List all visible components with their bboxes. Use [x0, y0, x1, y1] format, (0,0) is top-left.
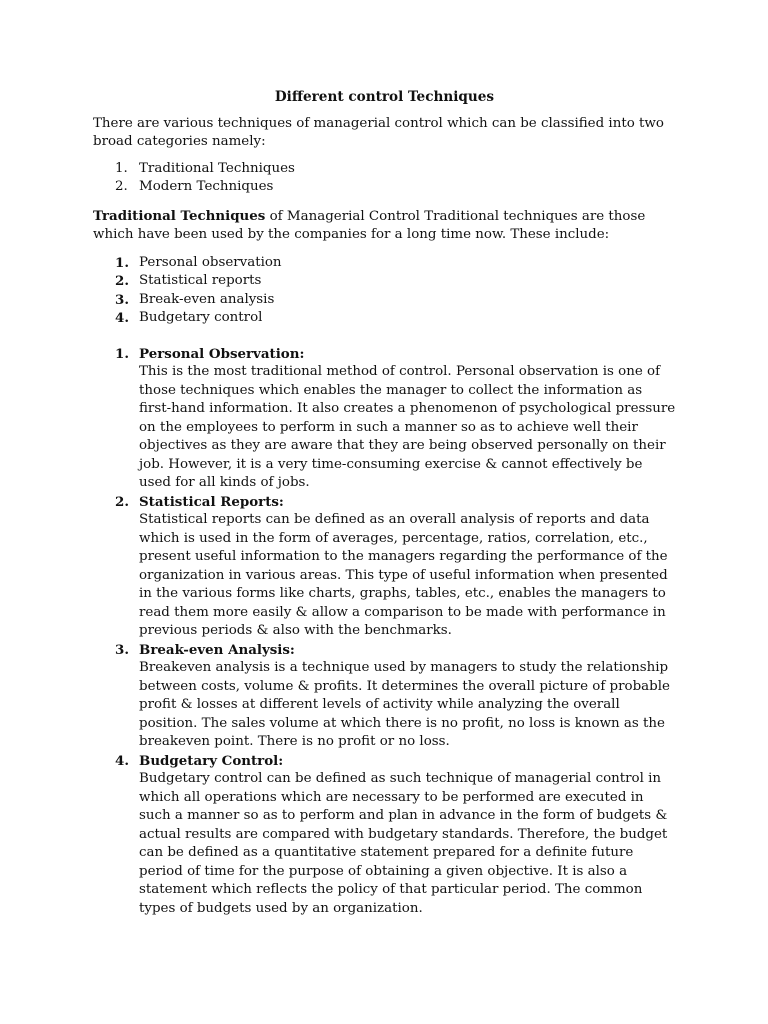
- detail-item-statistical-reports: [93, 493, 676, 641]
- detail-item-budgetary-control: [93, 752, 676, 919]
- list-number: 4.: [115, 752, 129, 769]
- list-number: 2.: [115, 179, 128, 194]
- list-item-text: Break-even analysis: [139, 291, 275, 307]
- list-item: [93, 254, 676, 273]
- list-item: [93, 272, 676, 291]
- list-number: 1.: [115, 254, 129, 271]
- detail-heading: Statistical Reports:: [139, 493, 284, 510]
- list-number: 1.: [115, 345, 129, 362]
- traditional-paragraph: [93, 207, 676, 245]
- detail-item-personal-observation: [93, 345, 676, 493]
- detail-body: This is the most traditional method of control. Personal observation is one of those techniques which enables the manager to collect the information as first-hand information. It also creates a phenomenon of psychological pressure on the employees to perform in such a manner so as to achieve well their objectives as they are aware that they are being observed personally on their job. However, it is a very time-consuming exercise & cannot effectively be used for all kinds of jobs.: [139, 364, 676, 490]
- list-item-text: Budgetary control: [139, 310, 263, 325]
- traditional-list: [93, 254, 676, 328]
- document-title: Different control Techniques: [274, 89, 495, 105]
- detail-body: Budgetary control can be defined as such technique of managerial control in which all operations which are necessary to be performed are executed in such a manner so as to perform and plan in advance in the form of budgets & actual results are compared with budgetary standards. Therefore, the budget can be defined as a quantitative statement prepared for a definite future period of time for the purpose of obtaining a given objective. It is also a statement which reflects the policy of that particular period. The common types of budgets used by an organization.: [139, 771, 668, 916]
- list-item-text: Traditional Techniques: [139, 160, 295, 176]
- list-number: 3.: [115, 641, 129, 658]
- detail-body: Statistical reports can be defined as an overall analysis of reports and data which is used in the form of averages, percentage, ratios, correlation, etc., present useful information to the managers regarding the performance of the organization in various areas. This type of useful information when presented in the various forms like charts, graphs, tables, etc., enables the managers to read them more easily & allow a comparison to be made with performance in previous periods & also with the benchmarks.: [139, 512, 668, 638]
- list-item: [93, 160, 676, 179]
- list-number: 1.: [115, 160, 128, 176]
- list-number: 4.: [115, 310, 129, 326]
- detail-heading: Budgetary Control:: [139, 752, 284, 769]
- list-number: 3.: [115, 291, 129, 308]
- detail-heading: Break-even Analysis:: [139, 641, 295, 658]
- detail-body: Breakeven analysis is a technique used by managers to study the relationship between costs, volume & profits. It determines the overall picture of probable profit & losses at different levels of activity while analyzing the overall position. The sales volume at which there is no profit, no loss is known as the breakeven point. There is no profit or no loss.: [139, 660, 670, 749]
- list-number: 2.: [115, 273, 129, 289]
- list-item-text: Modern Techniques: [139, 179, 274, 194]
- list-item: [93, 291, 676, 310]
- detail-heading: Personal Observation:: [139, 345, 305, 362]
- list-item: [93, 309, 676, 328]
- detail-item-break-even-analysis: [93, 641, 676, 752]
- traditional-rest: of Managerial Control Traditional techniques are those which have been used by the companies for a long time now. These include:: [93, 208, 646, 242]
- intro-paragraph: There are various techniques of managerial control which can be classified into two broad categories namely:: [93, 115, 664, 149]
- details-list: [93, 345, 676, 919]
- traditional-lead: Traditional Techniques: [93, 207, 266, 224]
- list-item-text: Personal observation: [139, 254, 282, 270]
- list-item: [93, 178, 676, 197]
- list-item-text: Statistical reports: [139, 273, 262, 288]
- categories-list: [93, 160, 676, 197]
- list-number: 2.: [115, 493, 129, 510]
